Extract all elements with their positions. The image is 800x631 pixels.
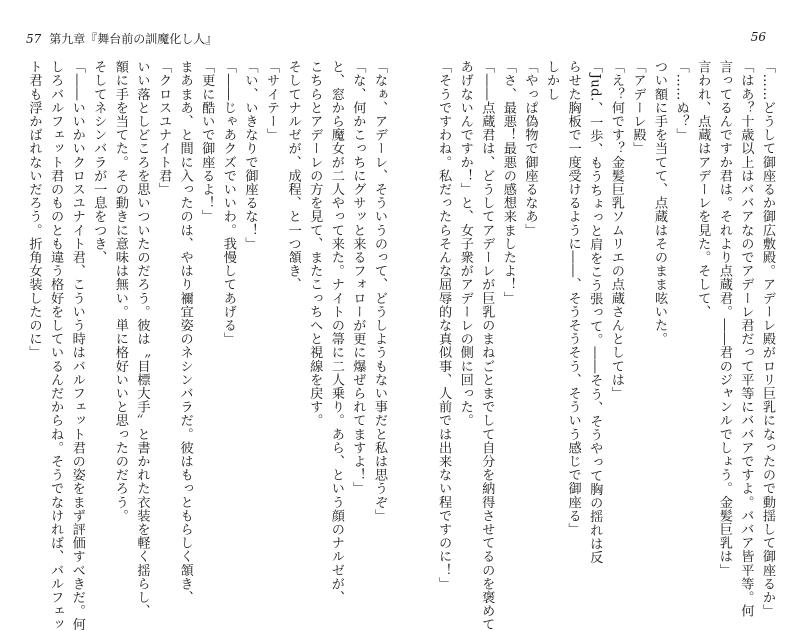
left-page-number: 57 (26, 32, 42, 46)
running-title: 第九章『舞台前の訓魔化し人』 (49, 32, 218, 46)
text-line: そしてナルゼが、成程、と一つ頷き、 (285, 60, 301, 292)
left-page-body (26, 60, 390, 631)
right-page (400, 0, 800, 631)
text-line: 「……どうして御座るか御広敷殿。アデーレ殿がロリ巨乳になったので動揺して御座るか」 (760, 60, 775, 618)
text-line: つい額に手を当てて、点蔵はそのまま呟いた。 (652, 60, 668, 346)
text-line: そしてネシンバラが一息をつき、 (91, 60, 107, 264)
text-line: 額に手を当てた。その動きに意味は無い。単に格好いいと思ったのだろう。 (112, 60, 128, 523)
text-line: あげないんですか！」と、女子衆がアデーレの側に回った。 (457, 60, 473, 428)
text-line: 言われ、点蔵はアデーレを見た。そして、 (695, 60, 711, 319)
left-page-header (26, 30, 217, 47)
text-line: まあまあ、と間に入ったのは、やはり禰宜姿のネシンバラだ。彼はもっともらしく頷き、 (177, 60, 193, 604)
text-line: と、窓から魔女が二人やって来た。ナイトの箒に二人乗り。あら、という顔のナルゼが、 (328, 60, 344, 604)
text-line: 「なぁ、アデーレ、そういうのって、どうしようもない事だと私は思うぞ」 (372, 60, 387, 523)
text-line: 「Jud.、一歩、もうちょっと肩をこう張って。――そう、そうやって胸の揺れは反 (587, 60, 603, 564)
text-line: 言ってるんですか君は。それより点蔵君。――君のジャンルでしょう。金髪巨乳は」 (716, 60, 732, 577)
text-line: しろバルフェット君のものとも違う格好をしているんだからね。そうでなければ、バルフェッ (48, 60, 64, 631)
text-line: 「更に酷いで御座るよ！」 (199, 60, 215, 224)
text-line: 「やっぱ偽物で御座るなあ」 (522, 60, 538, 237)
text-line: 「はあ？十歳以上はババアなのでアデーレ君だって平等にババアですよ。ババア皆平等。何 (738, 60, 754, 618)
text-line: 「な、何かこっちにグサッと来るフォローが更に爆ぜられてますよ！」 (350, 60, 366, 496)
text-line: こちらとアデーレの方を見て、またこっちへと視線を戻す。 (307, 60, 323, 428)
right-page-number: 56 (750, 30, 766, 44)
text-line: 「い、いきなりで御座るな！」 (242, 60, 258, 251)
text-line: 「そうですわね。私だったらそんな屈辱的な真似事、人前では出来ない程ですのに！」 (436, 60, 452, 591)
text-line: 「――いいかいクロスユナイト君、こういう時はバルフェット君の姿をまず評価すべきだ。何 (69, 60, 85, 631)
text-line: 「……ぬ？」 (673, 60, 689, 142)
text-line: 「さ、最悪！最悪の感想来ましたよ！」 (500, 60, 516, 305)
text-line: 「アデーレ殿」 (630, 60, 646, 156)
text-line: いい落としどころを思いついたのだろう。彼は〝目標大手〟と書かれた衣装を軽く揺らし、 (134, 60, 150, 618)
right-page-header (751, 30, 774, 44)
text-line: 「え？何です？金髪巨乳ソムリエの点蔵さんとしては」 (608, 60, 624, 400)
text-line: 「――点蔵君は、どうしてアデーレが巨乳のまねごとまでして自分を納得させてるのを褒めて (479, 60, 495, 631)
right-page-body (418, 60, 778, 631)
text-line: ト君も浮かばれないだろう。折角女装したのに」 (26, 60, 42, 360)
text-line: 「サイテー」 (264, 60, 280, 142)
text-line: 「――じゃあクズでいいわ。我慢してあげる」 (220, 60, 236, 346)
text-line: しかし (544, 60, 560, 101)
text-line: 「クロスユナイト君」 (156, 60, 172, 196)
text-line: らせた胸板で一度受けるように――、そうそうそう、そういう感じで御座る」 (565, 60, 581, 536)
